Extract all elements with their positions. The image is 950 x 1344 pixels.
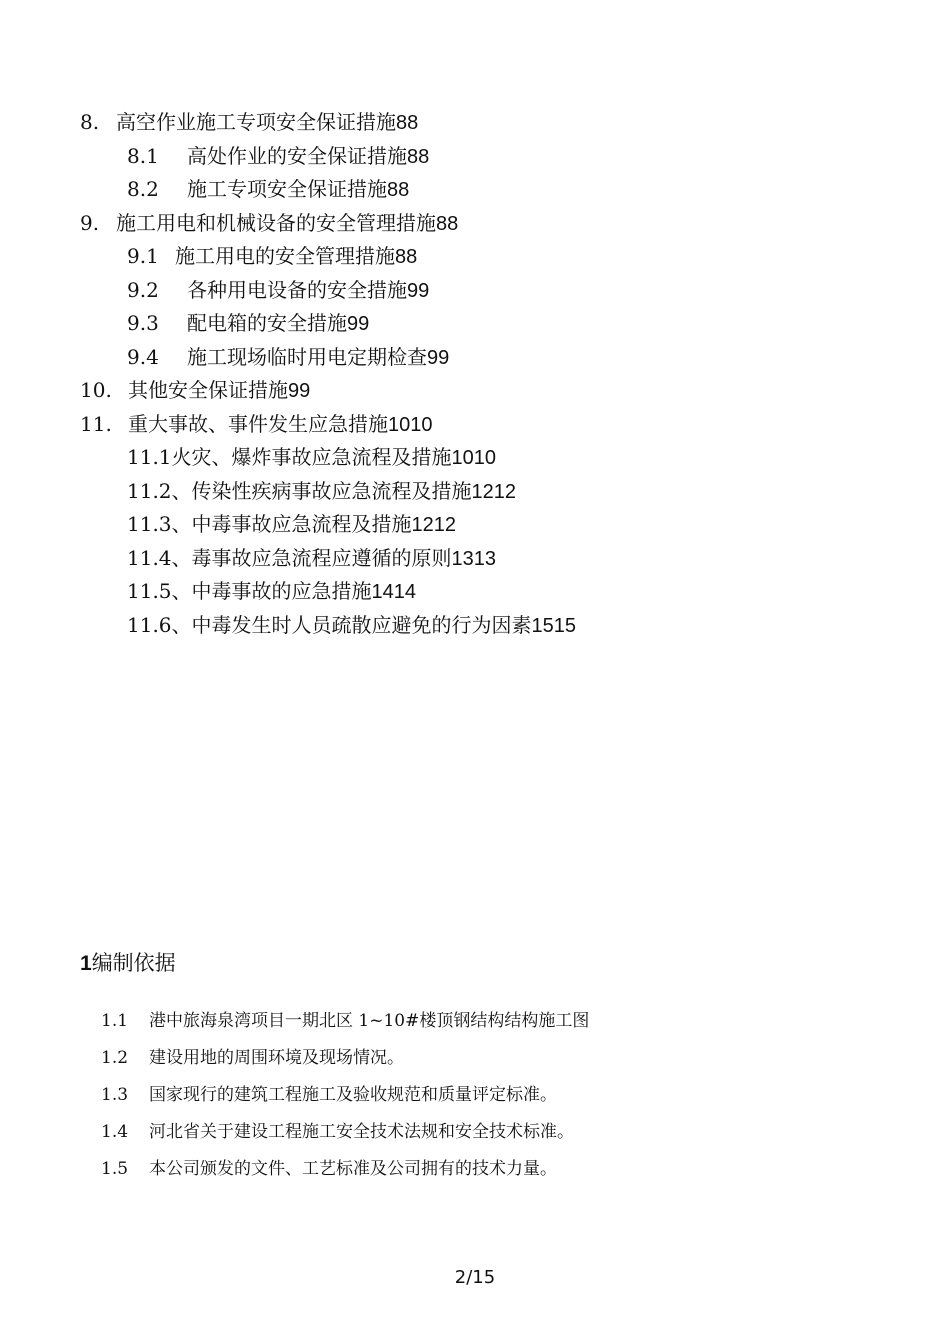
- toc-entry-page: 88: [396, 112, 419, 134]
- toc-entry-page: 1010: [451, 447, 497, 469]
- toc-entry-title: 其他安全保证措施: [128, 378, 288, 402]
- list-item: [101, 1040, 921, 1077]
- toc-entry-title: 施工用电的安全管理措施: [175, 244, 395, 268]
- toc-entry-title: 施工用电和机械设备的安全管理措施: [116, 210, 436, 235]
- toc-entry-title: 各种用电设备的安全措施: [187, 277, 407, 302]
- list-item-number: 1.5: [101, 1159, 129, 1179]
- toc-entry-number: 11.4、: [127, 545, 192, 570]
- toc-entry-number: 8.: [80, 110, 100, 134]
- toc-entry[interactable]: [80, 542, 920, 576]
- toc-entry-number: 9.1: [127, 244, 159, 268]
- toc-entry-number: 8.2: [127, 177, 159, 201]
- section-title: 编制依据: [91, 951, 176, 975]
- section-heading: [80, 946, 176, 981]
- table-of-contents: [80, 106, 920, 642]
- toc-entry[interactable]: [80, 307, 920, 341]
- toc-entry-title: 中毒发生时人员疏散应避免的行为因素: [191, 612, 532, 637]
- toc-entry[interactable]: [80, 508, 920, 542]
- toc-entry-number: 11.1: [127, 445, 172, 469]
- toc-entry[interactable]: [80, 374, 920, 408]
- toc-entry-title: 配电箱的安全措施: [187, 311, 347, 335]
- page-number: 2/15: [454, 1267, 496, 1288]
- toc-entry[interactable]: [80, 475, 920, 509]
- toc-entry[interactable]: [80, 408, 920, 442]
- toc-entry-number: 11.3、: [127, 512, 192, 536]
- toc-entry-page: 88: [436, 212, 459, 235]
- toc-entry-page: 1313: [451, 547, 497, 570]
- list-item-text: 港中旅海泉湾项目一期北区 1~10#楼顶钢结构结构施工图: [149, 1011, 590, 1031]
- toc-entry-title: 火灾、爆炸事故应急流程及措施: [171, 445, 452, 469]
- toc-entry[interactable]: [80, 575, 920, 609]
- list-item: [101, 1003, 921, 1040]
- toc-entry-number: 9.: [80, 210, 100, 235]
- list-item-text: 国家现行的建筑工程施工及验收规范和质量评定标准。: [149, 1085, 557, 1105]
- toc-entry-page: 1515: [531, 614, 577, 637]
- toc-entry-page: 88: [407, 145, 430, 168]
- toc-entry[interactable]: [80, 106, 920, 140]
- toc-entry-title: 传染性疾病事故应急流程及措施: [191, 478, 472, 503]
- toc-entry[interactable]: [80, 441, 920, 475]
- toc-entry[interactable]: [80, 207, 920, 241]
- toc-entry-page: 1414: [371, 581, 417, 603]
- toc-entry-number: 9.3: [127, 311, 159, 335]
- toc-entry-page: 99: [427, 346, 450, 369]
- toc-entry-page: 1212: [471, 480, 517, 503]
- list-item-number: 1.1: [101, 1011, 129, 1031]
- toc-entry-title: 高处作业的安全保证措施: [187, 143, 407, 168]
- list-item-number: 1.4: [101, 1122, 129, 1142]
- section-number: 1: [80, 952, 92, 975]
- list-item-text: 河北省关于建设工程施工安全技术法规和安全技术标准。: [149, 1122, 574, 1142]
- list-item: [101, 1151, 921, 1188]
- toc-entry-number: 10.: [80, 378, 112, 402]
- toc-entry[interactable]: [80, 609, 920, 643]
- toc-entry-title: 高空作业施工专项安全保证措施: [116, 110, 396, 134]
- toc-entry[interactable]: [80, 274, 920, 308]
- toc-entry-number: 11.: [80, 411, 112, 436]
- toc-entry-title: 施工现场临时用电定期检查: [187, 344, 427, 369]
- list-item-number: 1.2: [101, 1048, 129, 1068]
- toc-entry[interactable]: [80, 341, 920, 375]
- toc-entry-page: 88: [395, 246, 418, 268]
- toc-entry-title: 毒事故应急流程应遵循的原则: [191, 545, 452, 570]
- toc-entry[interactable]: [80, 140, 920, 174]
- basis-list: [101, 1003, 921, 1188]
- toc-entry-title: 中毒事故的应急措施: [191, 579, 372, 603]
- toc-entry[interactable]: [80, 240, 920, 274]
- toc-entry-number: 9.4: [127, 344, 159, 369]
- toc-entry-title: 中毒事故应急流程及措施: [191, 512, 412, 536]
- toc-entry[interactable]: [80, 173, 920, 207]
- toc-entry-number: 9.2: [127, 277, 159, 302]
- toc-entry-page: 99: [347, 313, 370, 335]
- toc-entry-title: 施工专项安全保证措施: [187, 177, 387, 201]
- toc-entry-page: 1212: [411, 514, 457, 536]
- list-item: [101, 1114, 921, 1151]
- toc-entry-page: 99: [288, 380, 311, 402]
- list-item-number: 1.3: [101, 1085, 129, 1105]
- toc-entry-title: 重大事故、事件发生应急措施: [128, 411, 388, 436]
- toc-entry-number: 11.5、: [127, 579, 192, 603]
- toc-entry-page: 99: [407, 279, 430, 302]
- toc-entry-number: 11.6、: [127, 612, 192, 637]
- toc-entry-page: 88: [387, 179, 410, 201]
- list-item: [101, 1077, 921, 1114]
- list-item-text: 建设用地的周围环境及现场情况。: [149, 1048, 404, 1068]
- toc-entry-number: 11.2、: [127, 478, 192, 503]
- toc-entry-page: 1010: [388, 413, 433, 436]
- list-item-text: 本公司颁发的文件、工艺标准及公司拥有的技术力量。: [149, 1159, 557, 1179]
- toc-entry-number: 8.1: [127, 143, 159, 168]
